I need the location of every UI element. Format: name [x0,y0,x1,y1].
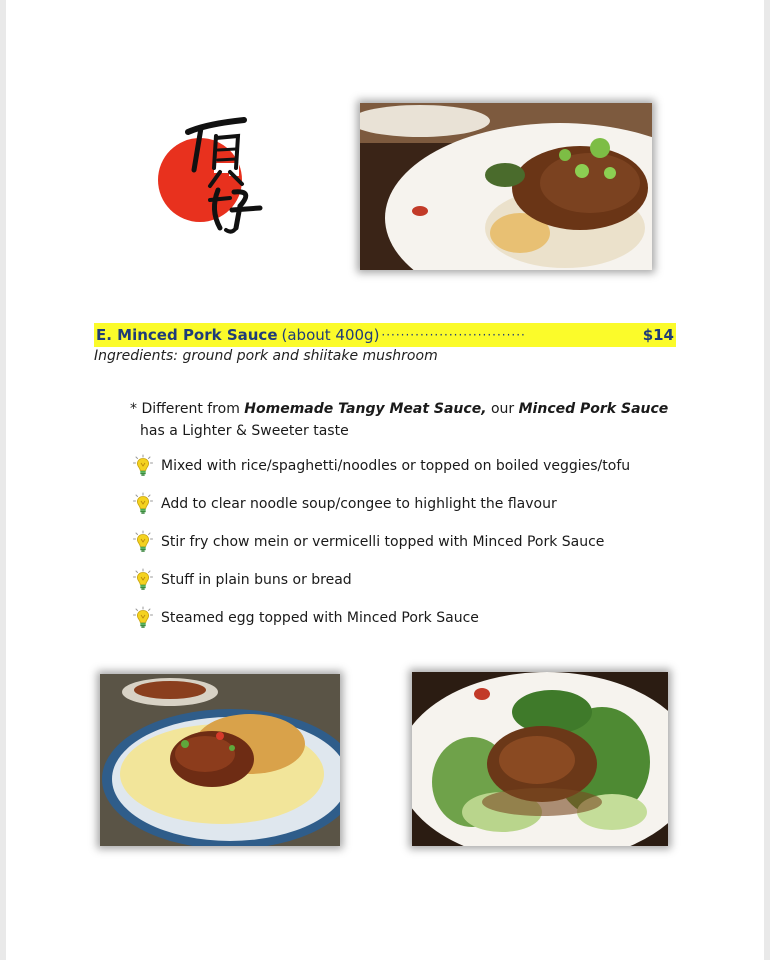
restaurant-logo [156,110,266,240]
lightbulb-icon [132,568,154,592]
item-title-bar [94,323,676,347]
note-middle: our [486,401,519,417]
lightbulb-icon [132,492,154,516]
item-name: E. Minced Pork Sauce [96,326,278,344]
ingredients-text: Ingredients: ground pork and shiitake mushroom [94,348,438,364]
item-price: $14 [642,326,674,344]
note-line-2: has a Lighter & Sweeter taste [140,423,349,439]
menu-page [6,0,764,960]
note-bold-2: Minced Pork Sauce [518,401,669,417]
rice-dish-photo [360,103,652,270]
list-item [132,530,604,554]
tip-text: Stir fry chow mein or vermicelli topped with Minced Pork Sauce [161,534,605,550]
lightbulb-icon [132,606,154,630]
note-prefix: * Different from [130,401,245,417]
item-quantity: (about 400g) [281,326,380,344]
list-item [132,568,352,592]
tip-text: Steamed egg topped with Minced Pork Sauce [161,610,479,626]
lightbulb-icon [132,530,154,554]
leader-dots: ······························ [381,328,526,342]
tip-text: Mixed with rice/spaghetti/noodles or topped on boiled veggies/tofu [161,458,631,474]
list-item [132,492,557,516]
lightbulb-icon [132,454,154,478]
steamed-egg-photo [100,674,340,846]
list-item [132,606,479,630]
taste-note [130,398,690,442]
tip-text: Stuff in plain buns or bread [161,572,352,588]
bok-choy-photo [412,672,668,846]
list-item [132,454,630,478]
tip-text: Add to clear noodle soup/congee to highlight the flavour [161,496,557,512]
logo-graphic [156,110,266,240]
note-bold-1: Homemade Tangy Meat Sauce, [244,401,487,417]
